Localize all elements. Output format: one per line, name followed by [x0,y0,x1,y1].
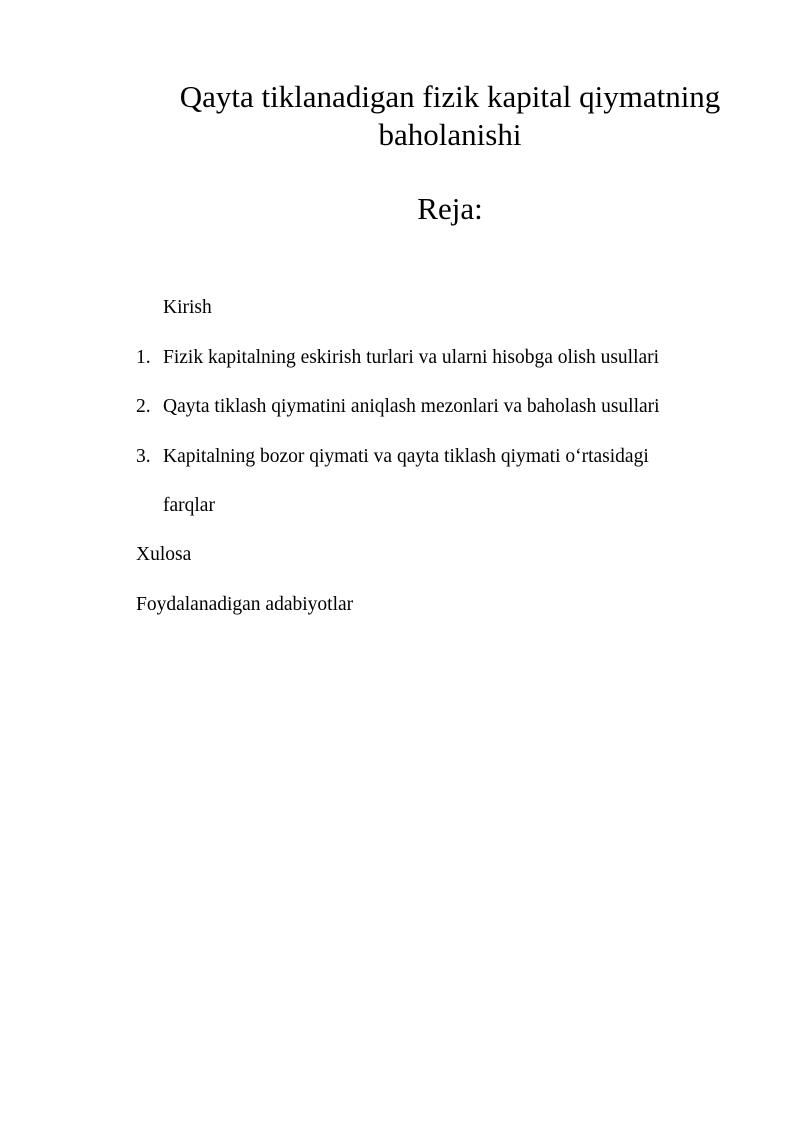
references-item: Foydalanadigan adabiyotlar [136,594,354,615]
plan-heading: Reja: [417,191,483,226]
list-item-text: Kapitalning bozor qiymati va qayta tiklash qiymati o‘rtasidagi [163,446,649,467]
list-item-text: Qayta tiklash qiymatini aniqlash mezonlari va baholash usullari [163,396,660,417]
document-title [100,78,800,154]
intro-item: Kirish [163,297,212,318]
list-item-text: Fizik kapitalning eskirish turlari va ularni hisobga olish usullari [163,347,660,368]
title-line-2: baholanishi [378,117,522,152]
list-item-number: 2. [136,396,151,417]
title-line-1: Qayta tiklanadigan fizik kapital qiymatning [179,79,721,114]
list-item-number: 1. [136,347,151,368]
conclusion-item: Xulosa [136,544,192,565]
list-item-number: 3. [136,446,151,467]
list-item-continuation: farqlar [163,495,215,516]
